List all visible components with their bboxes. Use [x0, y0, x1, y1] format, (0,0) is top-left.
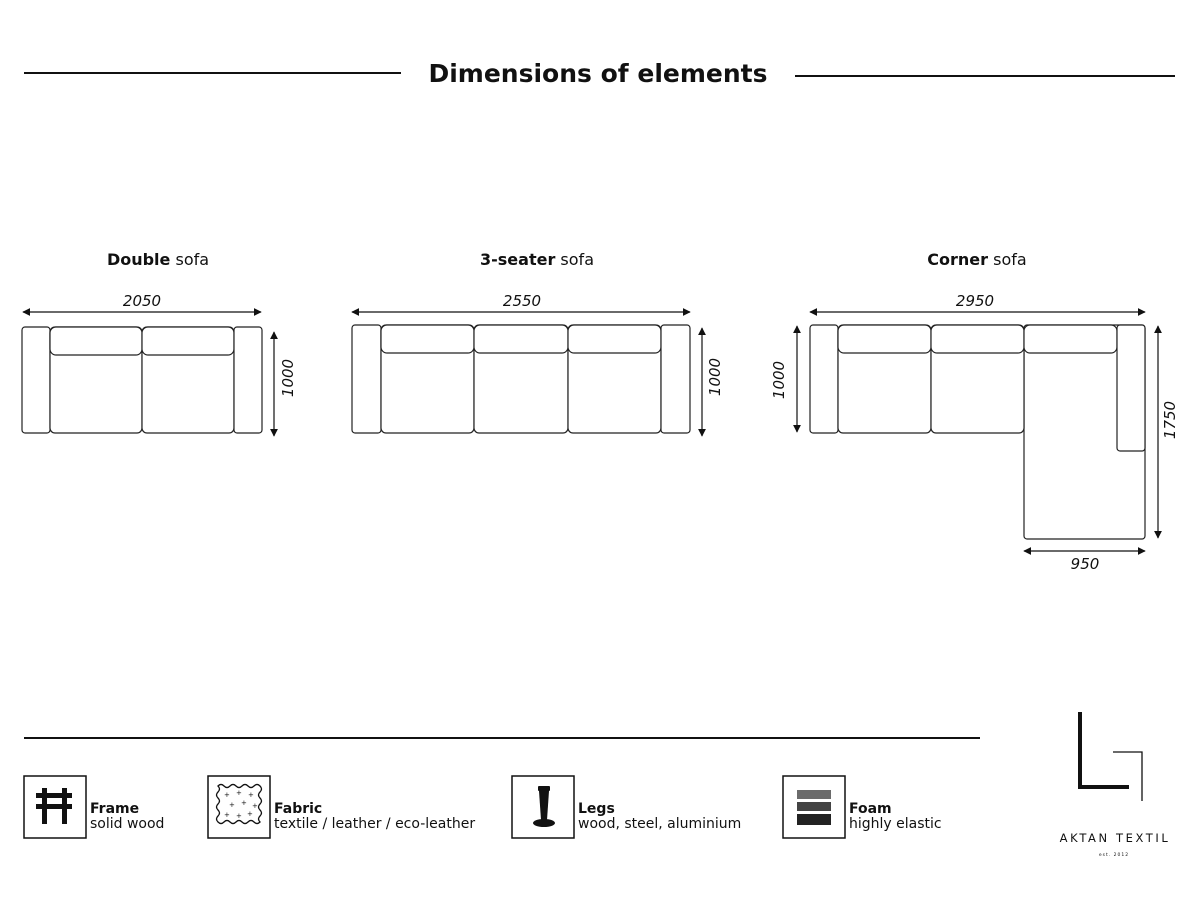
double-sofa-backcushion-1 — [50, 327, 142, 355]
three-seater-depth-label: 1000 — [706, 357, 724, 397]
three-seater-width-label: 2550 — [502, 292, 542, 310]
corner-sofa-width-label: 2950 — [955, 292, 995, 310]
svg-text:+: + — [236, 812, 242, 820]
double-sofa-depth-label: 1000 — [279, 358, 297, 398]
three-seater-armrest-left — [352, 325, 381, 433]
brand-logo — [1060, 712, 1171, 858]
legend-item-fabric — [208, 776, 475, 838]
three-seater-backcushion-2 — [474, 325, 568, 353]
three-seater-backcushion-1 — [381, 325, 474, 353]
corner-sofa-title: Corner sofa — [927, 250, 1027, 269]
corner-sofa-drawing — [770, 250, 1179, 573]
three-seater-sofa-drawing — [352, 250, 724, 436]
corner-sofa-armrest-right — [1117, 325, 1145, 451]
corner-sofa-depth-label: 1000 — [770, 360, 788, 400]
frame-icon — [36, 788, 72, 824]
three-seater-backcushion-3 — [568, 325, 661, 353]
legend-foam-title: Foam — [849, 801, 892, 817]
legend-fabric-title: Fabric — [274, 801, 323, 817]
svg-text:+: + — [247, 810, 253, 818]
page-title: Dimensions of elements — [428, 59, 768, 88]
legend-item-legs — [512, 776, 741, 838]
brand-logo-mark — [1080, 712, 1129, 787]
svg-text:+: + — [252, 802, 258, 810]
header — [24, 59, 1175, 88]
foam-icon — [797, 790, 831, 825]
fabric-icon-box — [208, 776, 270, 838]
corner-sofa-chaise-length-label: 1750 — [1161, 400, 1179, 440]
corner-sofa-backcushion-1 — [838, 325, 931, 353]
svg-text:+: + — [241, 799, 247, 807]
svg-text:+: + — [224, 811, 230, 819]
corner-sofa-chaise-width-label: 950 — [1070, 555, 1100, 573]
svg-text:+: + — [248, 791, 254, 799]
corner-sofa-backcushion-2 — [931, 325, 1024, 353]
legend-fabric-desc: textile / leather / eco-leather — [274, 816, 476, 832]
double-sofa-armrest-right — [234, 327, 262, 433]
legend-item-foam — [783, 776, 942, 838]
legend-frame-desc: solid wood — [90, 816, 165, 832]
legend-item-frame — [24, 776, 164, 838]
legend-frame-title: Frame — [90, 801, 140, 817]
double-sofa-backcushion-2 — [142, 327, 234, 355]
three-seater-sofa-title: 3-seater sofa — [480, 250, 594, 269]
brand-established: est. 2012 — [1098, 853, 1130, 858]
legend-legs-desc: wood, steel, aluminium — [578, 816, 742, 832]
fabric-icon — [217, 785, 262, 824]
svg-text:+: + — [236, 789, 242, 797]
double-sofa-armrest-left — [22, 327, 50, 433]
svg-text:+: + — [224, 791, 230, 799]
legs-icon — [533, 786, 555, 827]
corner-sofa-backcushion-3 — [1024, 325, 1117, 353]
double-sofa-width-label: 2050 — [122, 292, 162, 310]
corner-sofa-armrest-left — [810, 325, 838, 433]
brand-logo-accent — [1113, 752, 1142, 801]
legend-foam-desc: highly elastic — [849, 816, 942, 832]
legend-legs-title: Legs — [578, 801, 615, 817]
brand-name: AKTAN TEXTIL — [1059, 831, 1171, 845]
svg-text:+: + — [229, 801, 235, 809]
double-sofa-drawing — [22, 250, 297, 436]
double-sofa-title: Double sofa — [106, 250, 210, 269]
three-seater-armrest-right — [661, 325, 690, 433]
